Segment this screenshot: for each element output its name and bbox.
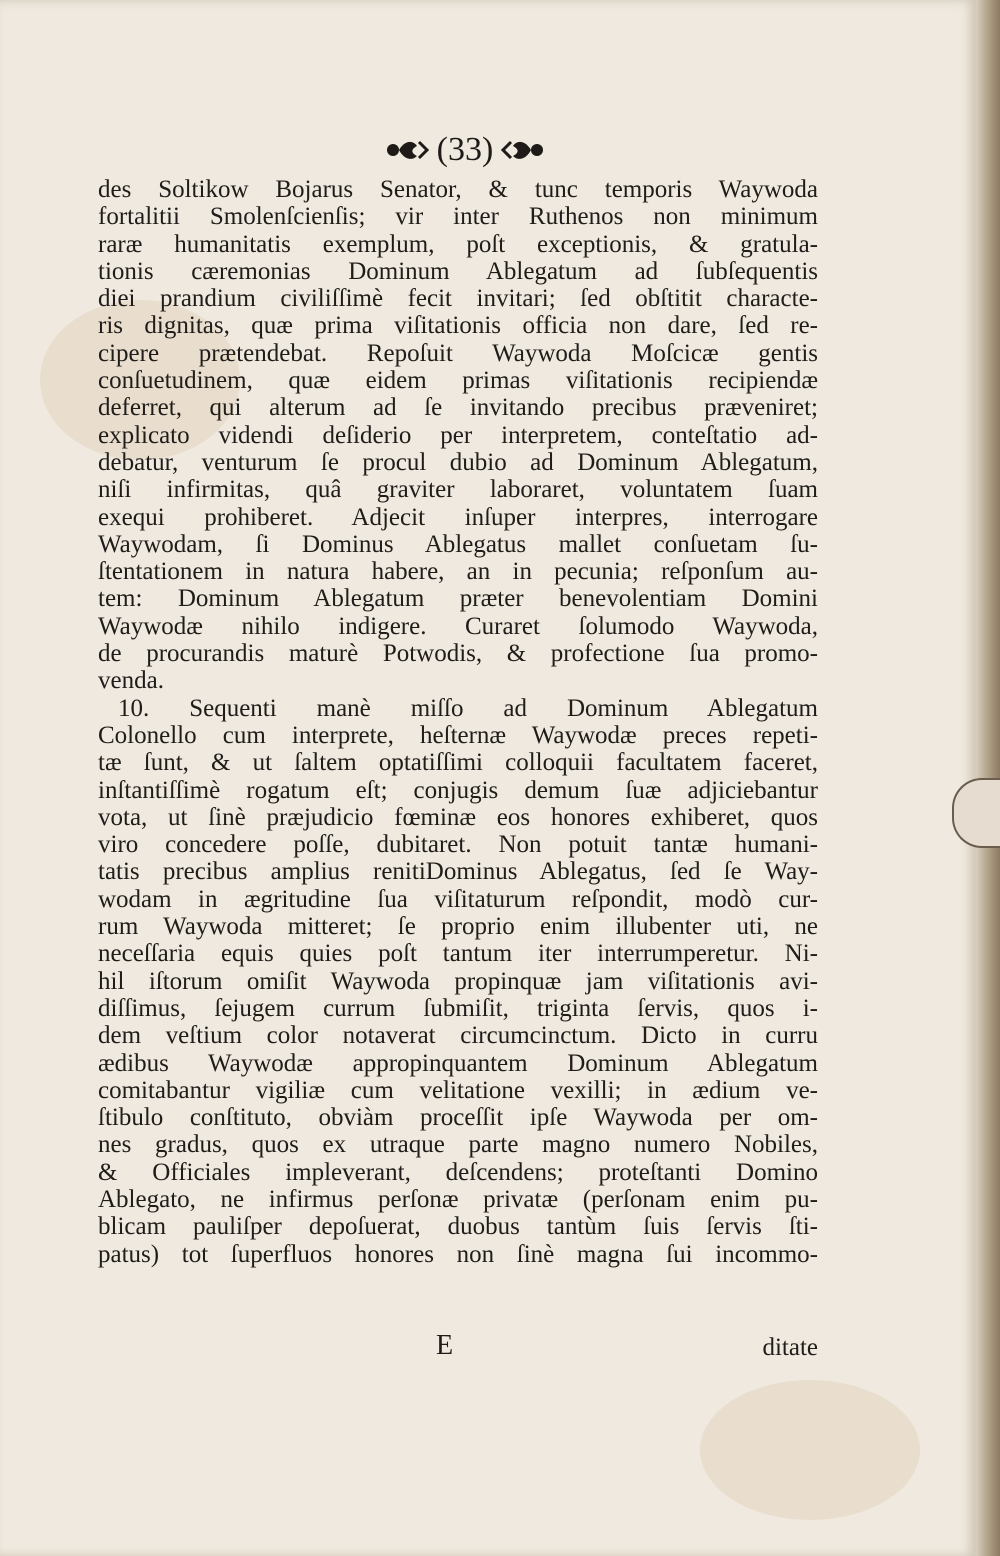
text-line: & Officiales impleverant, deſcendens; proteſtanti Domino [98,1158,818,1186]
text-line: diei prandium civiliſſimè fecit invitari; ſed obſtitit characte- [98,285,818,313]
text-line: exequi prohiberet. Adjecit inſuper interpres, interrogare [98,503,818,531]
text-line: rum Waywoda mitteret; ſe proprio enim illubenter uti, ne [98,913,818,941]
text-line: explicato videndi deſiderio per interpretem, conteſtatio ad- [98,421,818,449]
text-line: patus) tot ſuperfluos honores non ſinè magna ſui incommo- [98,1240,818,1268]
book-clasp [952,778,1000,848]
text-line: raræ humanitatis exemplum, poſt exceptionis, & gratula- [98,230,818,258]
text-line: ris dignitas, quæ prima viſitationis officia non dare, ſed re- [98,312,818,340]
text-line: ſtibulo conſtituto, obviàm proceſſit ipſe Waywoda per om- [98,1104,818,1132]
text-line: hil iſtorum omiſit Waywoda propinquæ jam viſitationis avi- [98,967,818,995]
text-line: niſi infirmitas, quâ graviter laboraret, voluntatem ſuam [98,476,818,504]
text-line: Waywodam, ſi Dominus Ablegatus mallet conſuetam ſu- [98,530,818,558]
fleuron-right-icon [499,136,545,164]
text-line: neceſſaria equis quies poſt tantum iter interrumperetur. Ni- [98,940,818,968]
text-line: conſuetudinem, quæ eidem primas viſitationis recipiendæ [98,367,818,395]
text-line: ſtentationem in natura habere, an in pecunia; reſponſum au- [98,558,818,586]
text-line: viro concedere poſſe, dubitaret. Non potuit tantæ humani- [98,831,818,859]
text-line: venda. [98,667,164,695]
text-line: cipere prætendebat. Repoſuit Waywoda Moſcicæ gentis [98,339,818,367]
text-line: debatur, venturum ſe procul dubio ad Dominum Ablegatum, [98,448,818,476]
text-line: blicam pauliſper depoſuerat, duobus tantùm ſuis ſervis ſti- [98,1213,818,1241]
text-line: Colonello cum interprete, heſternæ Waywodæ preces repeti- [98,721,818,749]
text-line: wodam in ægritudine ſua viſitaturum reſpondit, modò cur- [98,885,818,913]
text-line: comitabantur vigiliæ cum velitatione vexilli; in ædium ve- [98,1076,818,1104]
text-line: tionis cæremonias Dominum Ablegatum ad ſubſequentis [98,257,818,285]
text-line: deferret, qui alterum ad ſe invitando precibus præveniret; [98,394,818,422]
text-line: tem: Dominum Ablegatum præter benevolentiam Domini [98,585,818,613]
page-header [365,128,565,172]
text-line: tatis precibus amplius renitiDominus Ablegatus, ſed ſe Way- [98,858,818,886]
body-text [98,176,818,1268]
text-line: dem veſtium color notaverat circumcinctum. Dicto in curru [98,1022,818,1050]
paragraph-start-line: 10. Sequenti manè miſſo ad Dominum Ablegatum [118,694,818,722]
text-line: nes gradus, quos ex utraque parte magno numero Nobiles, [98,1131,818,1159]
text-line: Ablegato, ne infirmus perſonæ privatæ (perſonam enim pu- [98,1185,818,1213]
paper-stain [700,1380,920,1520]
text-line: fortalitii Smolenſcienſis; vir inter Ruthenos non minimum [98,203,818,231]
text-line: diſſimus, ſejugem currum ſubmiſit, triginta ſervis, quos i- [98,994,818,1022]
text-line: inſtantiſſimè rogatum eſt; conjugis demum ſuæ adjiciebantur [98,776,818,804]
page-footer [98,1330,818,1360]
catchword: ditate [762,1334,818,1361]
text-line: Waywodæ nihilo indigere. Curaret ſolumodo Waywoda, [98,612,818,640]
text-line: tæ ſunt, & ut ſaltem optatiſſimi colloquii facultatem faceret, [98,749,818,777]
signature-mark: E [436,1330,454,1361]
fleuron-left-icon [385,136,431,164]
text-line: ædibus Waywodæ appropinquantem Dominum Ablegatum [98,1049,818,1077]
page-number: (33) [436,131,494,168]
text-line: de procurandis maturè Potwodis, & profectione ſua promo- [98,640,818,668]
text-line: des Soltikow Bojarus Senator, & tunc temporis Waywoda [98,176,818,203]
text-line: vota, ut ſinè præjudicio fœminæ eos honores exhiberet, quos [98,803,818,831]
